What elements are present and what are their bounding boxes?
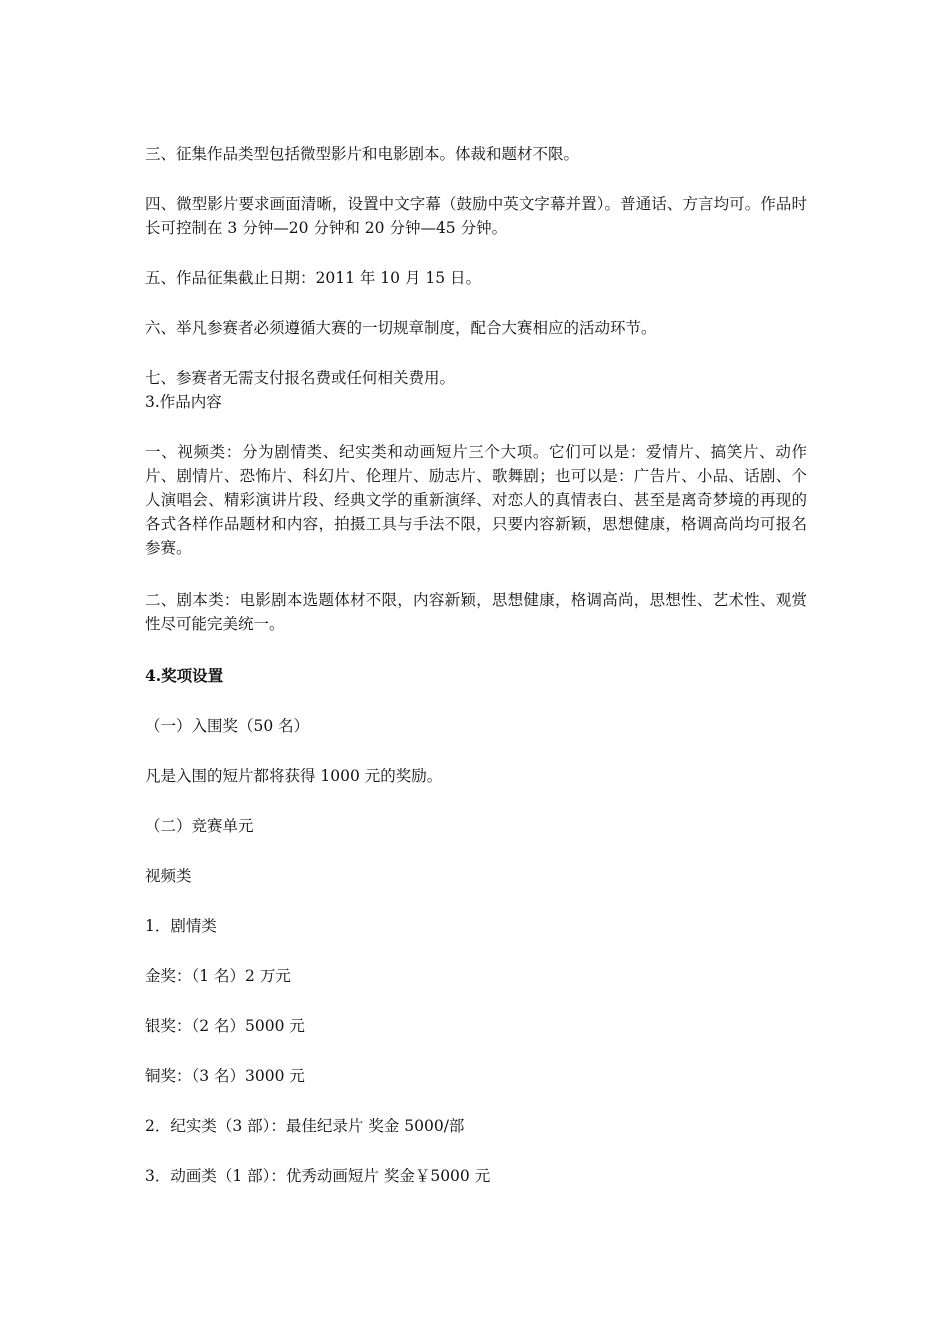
video-category-label: 视频类 (145, 867, 192, 885)
finalist-award-title: （一）入围奖（50 名） (145, 717, 310, 735)
rule-4-paragraph: 四、微型影片要求画面清晰，设置中文字幕（鼓励中英文字幕并置）。普通话、方言均可。作品时长可控制在 3 分钟—20 分钟和 20 分钟—45 分钟。 (145, 195, 807, 237)
competition-unit-title: （二）竞赛单元 (145, 817, 254, 835)
section-4-heading: 4.奖项设置 (145, 666, 224, 685)
content-video-paragraph: 一、视频类：分为剧情类、纪实类和动画短片三个大项。它们可以是：爱情片、搞笑片、动作片、剧情片、恐怖片、科幻片、伦理片、励志片、歌舞剧；也可以是：广告片、小品、话剧、个人演唱会、精彩演讲片段、经典文学的重新演绎、对恋人的真情表白、甚至是离奇梦境的再现的各式各样作品题材和内容，拍摄工具与手法不限，只要内容新颖，思想健康，格调高尚均可报名参赛。 (145, 443, 807, 557)
rule-7-paragraph: 七、参赛者无需支付报名费或任何相关费用。 (145, 369, 456, 387)
rule-6-paragraph: 六、举凡参赛者必须遵循大赛的一切规章制度，配合大赛相应的活动环节。 (145, 319, 657, 337)
gold-award-line: 金奖：（1 名）2 万元 (145, 967, 291, 985)
content-script-paragraph: 二、剧本类：电影剧本选题体材不限，内容新颖，思想健康，格调高尚，思想性、艺术性、观赏性尽可能完美统一。 (145, 591, 807, 633)
silver-award-line: 银奖：（2 名）5000 元 (145, 1017, 305, 1035)
bronze-award-line: 铜奖：（3 名）3000 元 (145, 1067, 305, 1085)
drama-category-label: 1．剧情类 (145, 917, 217, 935)
rule-5-paragraph: 五、作品征集截止日期：2011 年 10 月 15 日。 (145, 269, 482, 287)
documentary-award-line: 2．纪实类（3 部）：最佳纪录片 奖金 5000/部 (145, 1117, 465, 1135)
rule-3-paragraph: 三、征集作品类型包括微型影片和电影剧本。体裁和题材不限。 (145, 145, 580, 163)
animation-award-line: 3．动画类（1 部）：优秀动画短片 奖金￥5000 元 (145, 1167, 491, 1185)
section-3-heading: 3.作品内容 (145, 393, 222, 411)
finalist-award-desc: 凡是入围的短片都将获得 1000 元的奖励。 (145, 767, 443, 785)
